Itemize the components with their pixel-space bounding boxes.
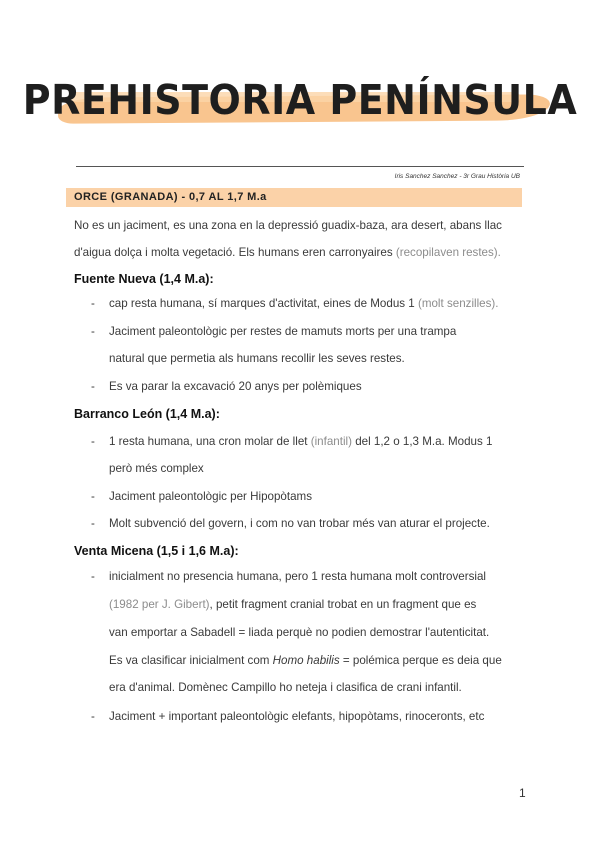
fn-bullet-2-line-1: Jaciment paleontològic per restes de mamuts morts per una trampa	[109, 325, 457, 338]
bullet-dash: -	[91, 297, 95, 310]
fn-b1-note: (molt senzilles).	[417, 297, 499, 310]
bl-bullet-2: Jaciment paleontològic per Hipopòtams	[109, 490, 313, 503]
divider	[76, 166, 524, 167]
heading-barranco-leon: Barranco León (1,4 M.a):	[74, 407, 220, 421]
bullet-dash: -	[91, 490, 95, 503]
vm-bullet-1-line-5: era d'animal. Domènec Campillo ho neteja i clasifica de crani infantil.	[109, 681, 462, 694]
vm-bullet-1-line-2	[109, 598, 476, 611]
bullet-dash: -	[91, 710, 95, 723]
vm-b1-note: (1982 per J. Gibert)	[109, 598, 210, 611]
bullet-dash: -	[91, 517, 95, 530]
vm-bullet-1-line-4	[109, 654, 502, 667]
vm-bullet-1-line-3: van emportar a Sabadell = liada perquè no podien demostrar l'autenticitat.	[109, 626, 490, 639]
bullet-dash: -	[91, 570, 95, 583]
intro-note: (recopilaven restes).	[395, 246, 501, 259]
vm-bullet-2: Jaciment + important paleontològic elefants, hipopòtams, rinoceronts, etc	[109, 710, 485, 723]
bl-b1-text: 1 resta humana, una cron molar de llet	[109, 435, 311, 448]
vm-b1-text: , petit fragment cranial trobat en un fragment que es	[209, 598, 477, 611]
page-title: PREHISTORIA PENÍNSULA	[22, 76, 578, 124]
intro-line-1: No es un jaciment, es una zona en la depressió guadix-baza, ara desert, abans llac	[74, 219, 502, 232]
bl-b1-text-2: del 1,2 o 1,3 M.a. Modus 1	[351, 435, 493, 448]
intro-line-2	[74, 246, 501, 259]
bl-bullet-1-line-2: però més complex	[109, 462, 204, 475]
intro-text: d'aigua dolça i molta vegetació. Els humans eren carronyaires	[74, 246, 396, 259]
bl-b1-note: (infantil)	[310, 435, 352, 448]
page-number: 1	[519, 786, 526, 800]
bullet-dash: -	[91, 380, 95, 393]
section-title: ORCE (GRANADA) - 0,7 AL 1,7 M.a	[74, 191, 267, 203]
fn-b1-text: cap resta humana, sí marques d'activitat, eines de Modus 1	[109, 297, 418, 310]
vm-b1-l4-text: Es va clasificar inicialment com	[109, 654, 273, 667]
bl-bullet-3: Molt subvenció del govern, i com no van trobar més van aturar el projecte.	[109, 517, 490, 530]
heading-fuente-nueva: Fuente Nueva (1,4 M.a):	[74, 272, 214, 286]
heading-venta-micena: Venta Micena (1,5 i 1,6 M.a):	[74, 544, 239, 558]
author-line: Iris Sanchez Sanchez - 3r Grau Història UB	[394, 173, 520, 180]
bl-bullet-1-line-1	[109, 435, 492, 448]
fn-bullet-3: Es va parar la excavació 20 anys per polèmiques	[109, 380, 362, 393]
bullet-dash: -	[91, 325, 95, 338]
vm-bullet-1-line-1: inicialment no presencia humana, pero 1 resta humana molt controversial	[109, 570, 486, 583]
fn-bullet-1	[109, 297, 499, 310]
bullet-dash: -	[91, 435, 95, 448]
vm-b1-species: Homo habilis	[272, 654, 340, 667]
fn-bullet-2-line-2: natural que permetia als humans recollir les seves restes.	[109, 352, 405, 365]
section-header	[66, 188, 522, 207]
vm-b1-l4-text-2: = polémica perque es deia que	[339, 654, 502, 667]
title-banner	[0, 70, 600, 140]
